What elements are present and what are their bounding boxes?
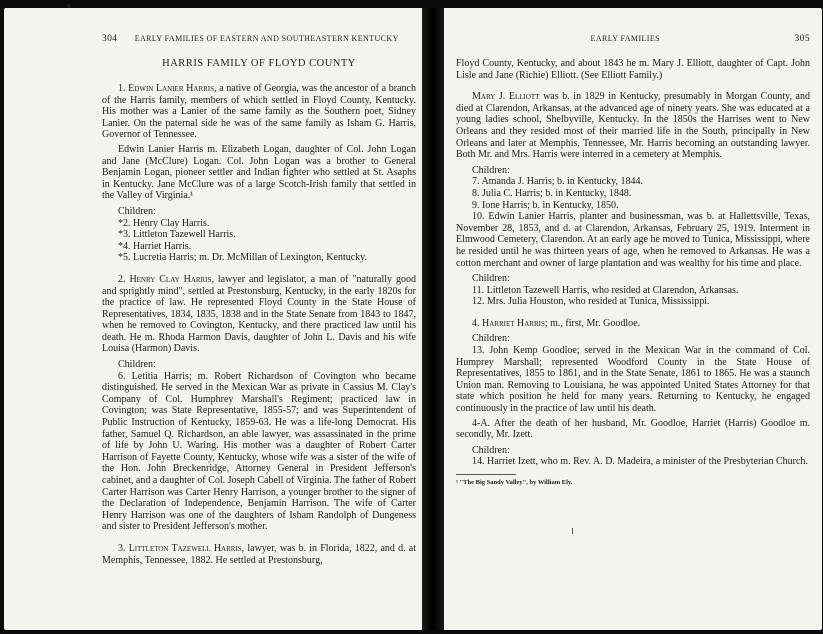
person-name: Littleton Tazewell Harris — [128, 542, 242, 554]
left-page-number: 304 — [102, 34, 118, 44]
left-page — [4, 8, 422, 630]
children-label: Children: — [118, 359, 156, 371]
book-gutter — [422, 8, 444, 630]
person-name: Edwin Lanier Harris — [128, 83, 215, 94]
left-running-head-text: EARLY FAMILIES OF EASTERN AND SOUTHEASTERN KENTUCKY — [134, 34, 399, 43]
paragraph-continuation: Floyd County, Kentucky, and about 1843 he m. Mary J. Elliott, daughter of Capt. John Lisle and Jane (Richie) Elliott. (See Elliott Family.) — [456, 58, 810, 81]
left-running-head — [102, 34, 416, 44]
children-label: Children: — [472, 333, 510, 345]
list-item: 9. Ione Harris; b. in Kentucky, 1850. — [472, 199, 619, 211]
paragraph-edwin-lanier-harris: 1. Edwin Lanier Harris, a native of Georgia, was the ancestor of a branch of the Harris family, members of which settled in Floyd County, Kentucky. His mother was a Lanier of the same family as the Southern poet, Sidney Lanier. On the paternal side he was of the same family as Isham G. Harris, Governor of Tennessee. — [102, 83, 416, 141]
person-name: Mary J. Elliott — [472, 91, 540, 103]
right-running-head-text: EARLY FAMILIES — [590, 34, 660, 43]
paragraph-henry-clay-harris: 2. Henry Clay Harris, lawyer and legislator, a man of "naturally good and sprightly mind", settled at Prestonsburg, Kentucky, in the early 1820s for the practice of law. He represented Floyd County in the State House of Representatives, 1834, 1835, 1838 and in the State Senate from 1843 to 1847, when he removed to Covington, Kentucky, and there practiced law until his death. He m. Rhoda Harmon Davis, daughter of John L. Davis and his wife Louisa (Harmon) Davis. — [102, 273, 416, 355]
list-item: 11. Littleton Tazewell Harris, who resided at Clarendon, Arkansas. — [472, 284, 739, 296]
list-item: *2. Henry Clay Harris. — [118, 217, 210, 229]
paragraph-harriet-harris: 4. Harriet Harris; m., first, Mr. Goodloe. — [472, 317, 641, 329]
right-page — [444, 8, 822, 630]
paragraph-letitia-harris: 6. Letitia Harris; m. Robert Richardson of Covington who became distinguished. He served in the Mexican War as private in Cassius M. Clay's Company of Col. Humphrey Marshall's Regiment; practiced law in Covington; was State Representative, 1855-57; and was Superintendent of Public Instruction of Kentucky, 1859-63. He was a life-long Democrat. His father, Samuel Q. Richardson, an able lawyer, was assassinated in the prime of life by John U. Waring. His mother was a daughter of Robert Carter Harrison of Fayette County, Kentucky, whose wife was a sister of the wife of the Hon. John Breckenridge, Attorney General in President Jefferson's cabinet, and a daughter of Col. Joseph Cabell of Virginia. The father of Robert Carter Harrison was Carter Henry Harrison, a younger brother to the signer of the Declaration of Independence, Benjamin Harrison. The wife of Carter Henry Harrison was one of the daughters of Isham Randolph of Dungeness and sister to President Jefferson's mother. — [102, 370, 416, 533]
children-label: Children: — [472, 273, 510, 285]
list-item: 8. Julia C. Harris; b. in Kentucky, 1848. — [472, 187, 632, 199]
list-item: 12. Mrs. Julia Houston, who resided at Tunica, Mississippi. — [472, 296, 710, 308]
person-name: Henry Clay Harris — [129, 273, 212, 285]
list-item: 7. Amanda J. Harris; b. in Kentucky, 1844. — [472, 176, 643, 188]
children-label: Children: — [472, 164, 510, 176]
ink-mark — [572, 528, 573, 534]
paragraph-edwin-lanier-harris-jr: 10. Edwin Lanier Harris, planter and businessman, was b. at Hallettsville, Texas, November 28, 1853, and d. at Clarendon, Arkansas, February 25, 1919. Interment in Elmwood Cemetery, Clarendon. At an early age he moved to Tunica, Mississippi, where he resided until he was thirteen years of age, when he removed to Arkansas. He was a cotton merchant and owner of large plantation and was wealthy for his time and place. — [456, 211, 810, 269]
list-item: *4. Harriet Harris. — [118, 240, 192, 252]
chapter-title: HARRIS FAMILY OF FLOYD COUNTY — [162, 58, 356, 69]
paragraph-mary-j-elliott: Mary J. Elliott was b. in 1829 in Kentucky, presumably in Morgan County, and died at Clarendon, Arkansas, at the advanced age of ninety years. She was educated at a young ladies school, Shelbyville, Kentucky. In the 1850s the Harrises went to New Orleans and they resided most of their married life in the South, principally in New Orleans and later at Memphis, Tennessee, Mr. Harris becoming an outstanding lawyer. Both Mr. and Mrs. Harris were interred in a cemetery at Memphis. — [456, 91, 810, 161]
list-item: *5. Lucretia Harris; m. Dr. McMillan of Lexington, Kentucky. — [118, 252, 368, 264]
paragraph-harriet-izett: 14. Harriet Izett, who m. Rev. A. D. Madeira, a minister of the Presbyterian Church. — [472, 456, 808, 468]
list-item: *3. Littleton Tazewell Harris. — [118, 229, 236, 241]
paragraph-goodloe-remarriage: 4-A. After the death of her husband, Mr. Goodloe, Harriet (Harris) Goodloe m. secondly, Mr. Izett. — [456, 417, 810, 441]
footnote-rule — [456, 474, 516, 475]
paragraph-logan-marriage: Edwin Lanier Harris m. Elizabeth Logan, daughter of Col. John Logan and Jane (McClure) Logan. Col. John Logan was a brother to General Benjamin Logan, pioneer settler and Indian fighter who settled at St. Asaphs in Kentucky. Jane McClure was of a large Scotch-Irish family that settled in the Valley of Virginia.¹ — [102, 143, 416, 202]
right-page-number: 305 — [794, 34, 810, 44]
paragraph-littleton-tazewell-harris: 3. Littleton Tazewell Harris, lawyer, was b. in Florida, 1822, and d. at Memphis, Tennessee, 1882. He settled at Prestonsburg, — [102, 542, 416, 566]
paragraph-john-kemp-goodloe: 13. John Kemp Goodloe; served in the Mexican War in the command of Col. Humprey Marshall; represented Woodford County in the State House of Representatives, 1855 to 1861, and in the State Senate, 1861 to 1865. He was a staunch Union man. Removing to Louisiana, he was appointed United States Attorney for that state which position he held for many years. Returning to Kentucky, he engaged continuously in the practice of law until his death. — [456, 345, 810, 415]
person-name: Harriet Harris — [482, 317, 545, 329]
children-label: Children: — [472, 444, 510, 456]
right-running-head — [456, 34, 810, 44]
footnote: ¹ "The Big Sandy Valley", by William Ely. — [456, 479, 573, 486]
children-label: Children: — [118, 205, 156, 217]
